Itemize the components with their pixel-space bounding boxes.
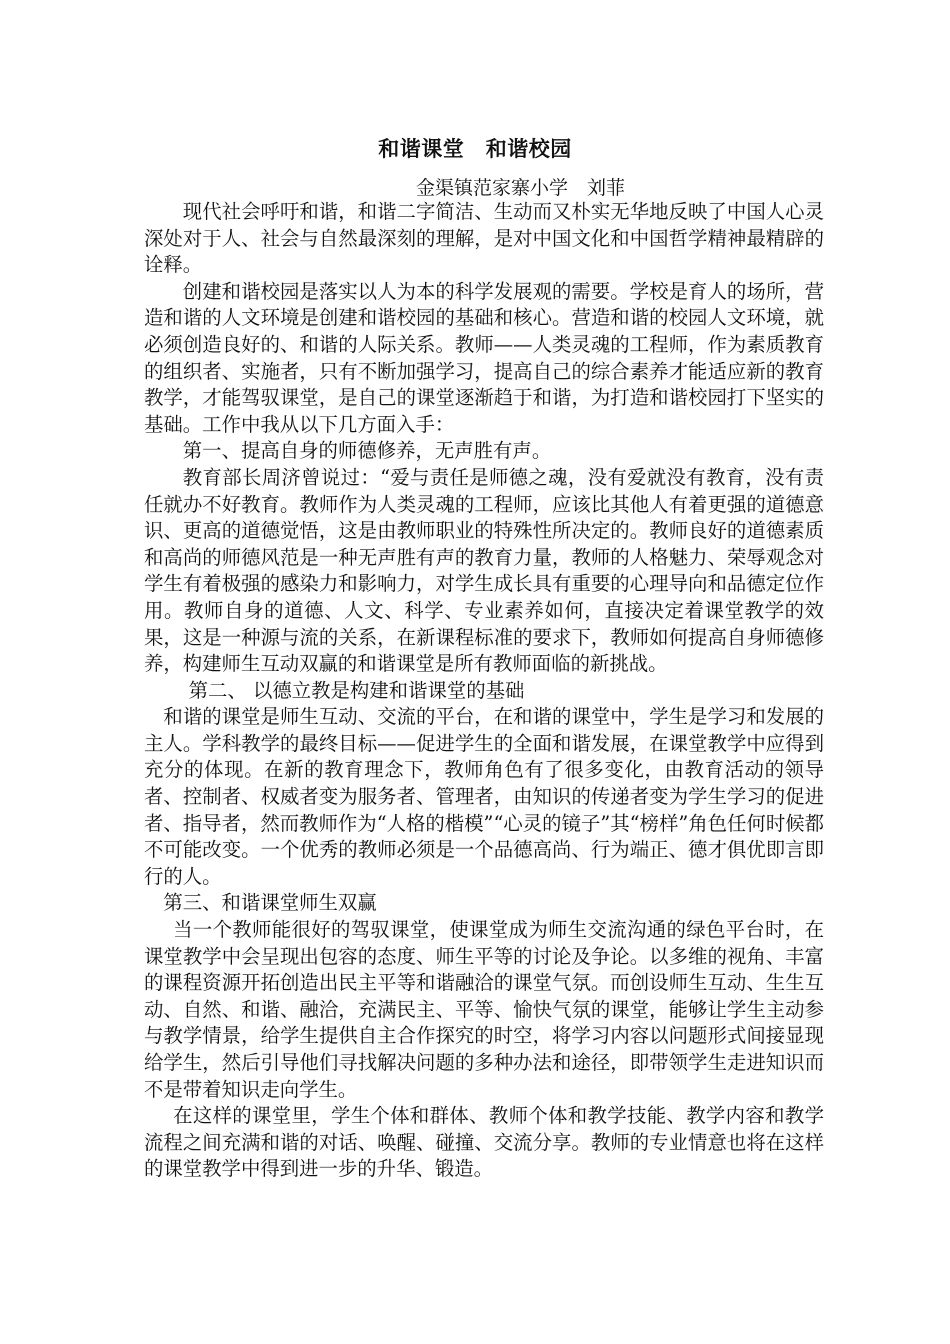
paragraph-teacher-ethics: 教育部长周济曾说过：“爱与责任是师德之魂，没有爱就没有教育，没有责任就办不好教育。教师作为人类灵魂的工程师，应该比其他人有着更强的道德意识、更高的道德觉悟，这是由教师职业的特殊性所决定的。教师良好的道德素质和高尚的师德风范是一种无声胜有声的教育力量，教师的人格魅力、荣辱观念对学生有着极强的感染力和影响力，对学生成长具有重要的心理导向和品德定位作用。教师自身的道德、人文、科学、专业素养如何，直接决定着课堂教学的效果，这是一种源与流的关系，在新课程标准的要求下，教师如何提高自身师德修养，构建师生互动双赢的和谐课堂是所有教师面临的新挑战。 [144,465,824,676]
paragraph-classroom-control: 当一个教师能很好的驾驭课堂，使课堂成为师生交流沟通的绿色平台时，在课堂教学中会呈现出包容的态度、师生平等的讨论及争论。以多维的视角、丰富的课程资源开拓创造出民主平等和谐融洽的课堂气氛。而创设师生互动、生生互动、自然、和谐、融洽，充满民主、平等、愉快气氛的课堂，能够让学生主动参与教学情景，给学生提供自主合作探究的时空，将学习内容以问题形式间接显现给学生，然后引导他们寻找解决问题的多种办法和途径，即带领学生走进知识而不是带着知识走向学生。 [144,918,824,1101]
section-heading-1: 第一、提高自身的师德修养，无声胜有声。 [182,439,552,463]
paragraph-harmonious-campus: 创建和谐校园是落实以人为本的科学发展观的需要。学校是育人的场所，营造和谐的人文环境是创建和谐校园的基础和核心。营造和谐的校园人文环境，就必须创造良好的、和谐的人际关系。教师——人类灵魂的工程师，作为素质教育的组织者、实施者，只有不断加强学习，提高自己的综合素养才能适应新的教育教学，才能驾驭课堂，是自己的课堂逐渐趋于和谐，为打造和谐校园打下坚实的基础。工作中我从以下几方面入手： [144,279,824,436]
paragraph-intro: 现代社会呼吁和谐，和谐二字简洁、生动而又朴实无华地反映了中国人心灵深处对于人、社会与自然最深刻的理解，是对中国文化和中国哲学精神最精辟的诠释。 [144,200,824,277]
document-body [144,199,824,1183]
author-byline: 金渠镇范家寨小学 刘菲 [416,177,626,199]
section-heading-3: 第三、和谐课堂师生双赢 [163,891,377,915]
document-title: 和谐课堂 和谐校园 [378,137,572,161]
paragraph-conclusion: 在这样的课堂里，学生个体和群体、教师个体和教学技能、教学内容和教学流程之间充满和谐的对话、唤醒、碰撞、交流分享。教师的专业情意也将在这样的课堂教学中得到进一步的升华、锻造。 [144,1104,824,1181]
section-heading-2: 第二、 以德立教是构建和谐课堂的基础 [188,678,525,702]
paragraph-harmonious-classroom: 和谐的课堂是师生互动、交流的平台，在和谐的课堂中，学生是学习和发展的主人。学科教学的最终目标——促进学生的全面和谐发展，在课堂教学中应得到充分的体现。在新的教育理念下，教师角色有了很多变化，由教育活动的领导者、控制者、权威者变为服务者、管理者，由知识的传递者变为学生学习的促进者、指导者，然而教师作为“人格的楷模”“心灵的镜子”其“榜样”角色任何时候都不可能改变。一个优秀的教师必须是一个品德高尚、行为端正、德才俱优即言即行的人。 [144,705,824,888]
